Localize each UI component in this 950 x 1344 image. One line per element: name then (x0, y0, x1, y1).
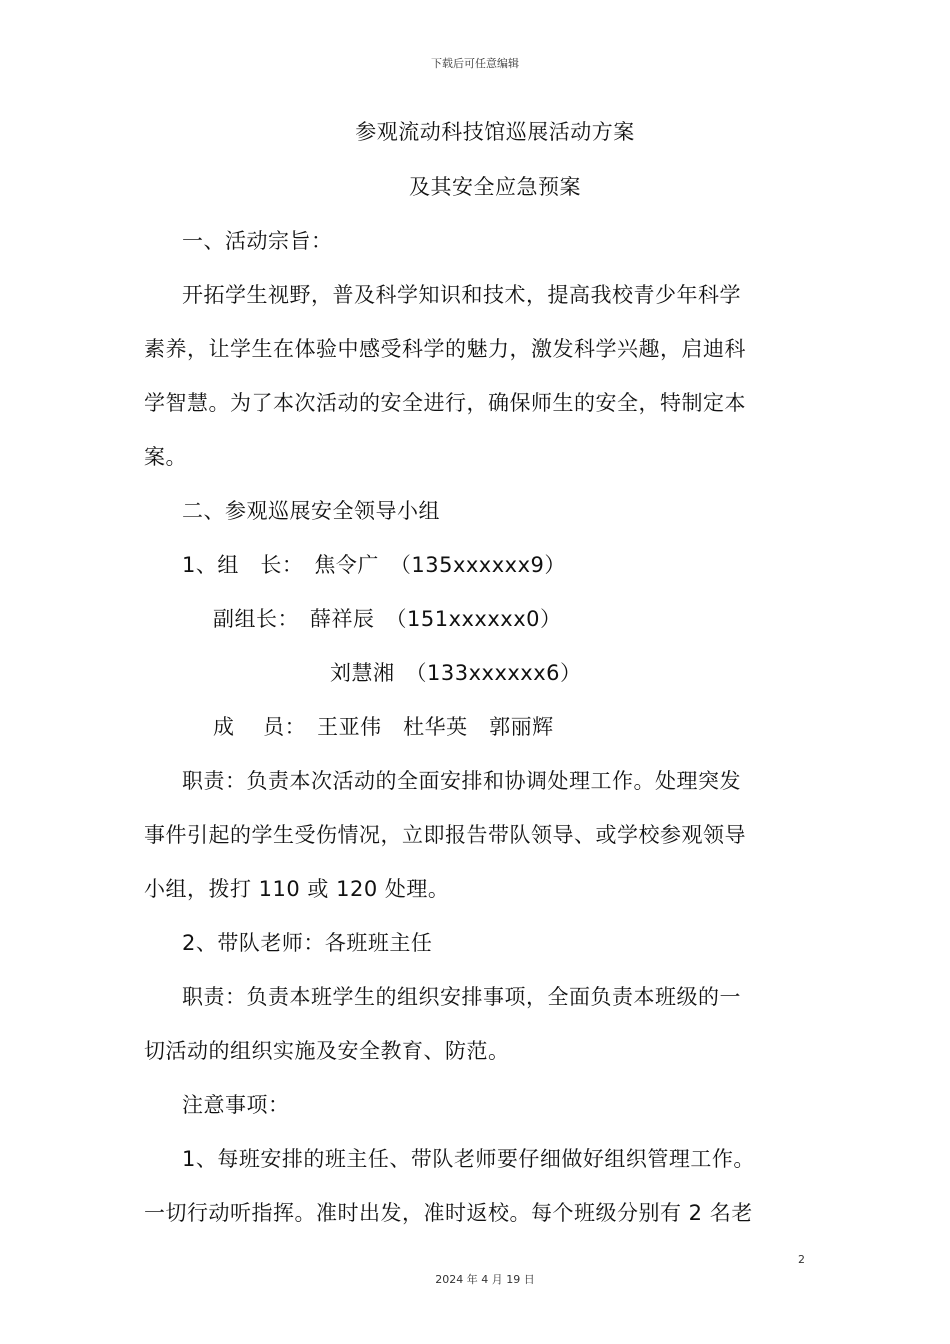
vice-leader-line: 副组长： 薛祥辰 （151xxxxxx0） (213, 607, 562, 631)
section-heading-purpose: 一、活动宗旨： (182, 229, 333, 253)
paragraph-line: 职责：负责本次活动的全面安排和协调处理工作。处理突发 (182, 769, 741, 793)
paragraph-line: 开拓学生视野，普及科学知识和技术，提高我校青少年科学 (182, 283, 741, 307)
footer-date: 2024 年 4 月 19 日 (435, 1273, 535, 1286)
paragraph-line: 小组，拨打 110 或 120 处理。 (144, 877, 450, 901)
section-heading-leadership: 二、参观巡展安全领导小组 (182, 499, 440, 523)
page-header: 下载后可任意编辑 (431, 57, 519, 70)
document-subtitle: 及其安全应急预案 (409, 175, 581, 199)
paragraph-line: 事件引起的学生受伤情况，立即报告带队领导、或学校参观领导 (144, 823, 746, 847)
teachers-line: 2、带队老师：各班班主任 (182, 931, 433, 955)
members-line: 成 员： 王亚伟 杜华英 郭丽辉 (213, 715, 554, 739)
section-heading-notes: 注意事项： (182, 1093, 290, 1117)
paragraph-line: 素养，让学生在体验中感受科学的魅力，激发科学兴趣，启迪科 (144, 337, 746, 361)
paragraph-line: 切活动的组织实施及安全教育、防范。 (144, 1039, 510, 1063)
leader-line: 1、组 长： 焦令广 （135xxxxxx9） (182, 553, 566, 577)
paragraph-line: 案。 (144, 445, 187, 469)
page-number: 2 (798, 1253, 805, 1266)
paragraph-line: 学智慧。为了本次活动的安全进行，确保师生的安全，特制定本 (144, 391, 746, 415)
paragraph-line: 一切行动听指挥。准时出发，准时返校。每个班级分别有 2 名老 (144, 1201, 753, 1225)
vice-leader-line: 刘慧湘 （133xxxxxx6） (330, 661, 582, 685)
paragraph-line: 1、每班安排的班主任、带队老师要仔细做好组织管理工作。 (182, 1147, 755, 1171)
paragraph-line: 职责：负责本班学生的组织安排事项，全面负责本班级的一 (182, 985, 741, 1009)
document-title: 参观流动科技馆巡展活动方案 (355, 120, 635, 144)
